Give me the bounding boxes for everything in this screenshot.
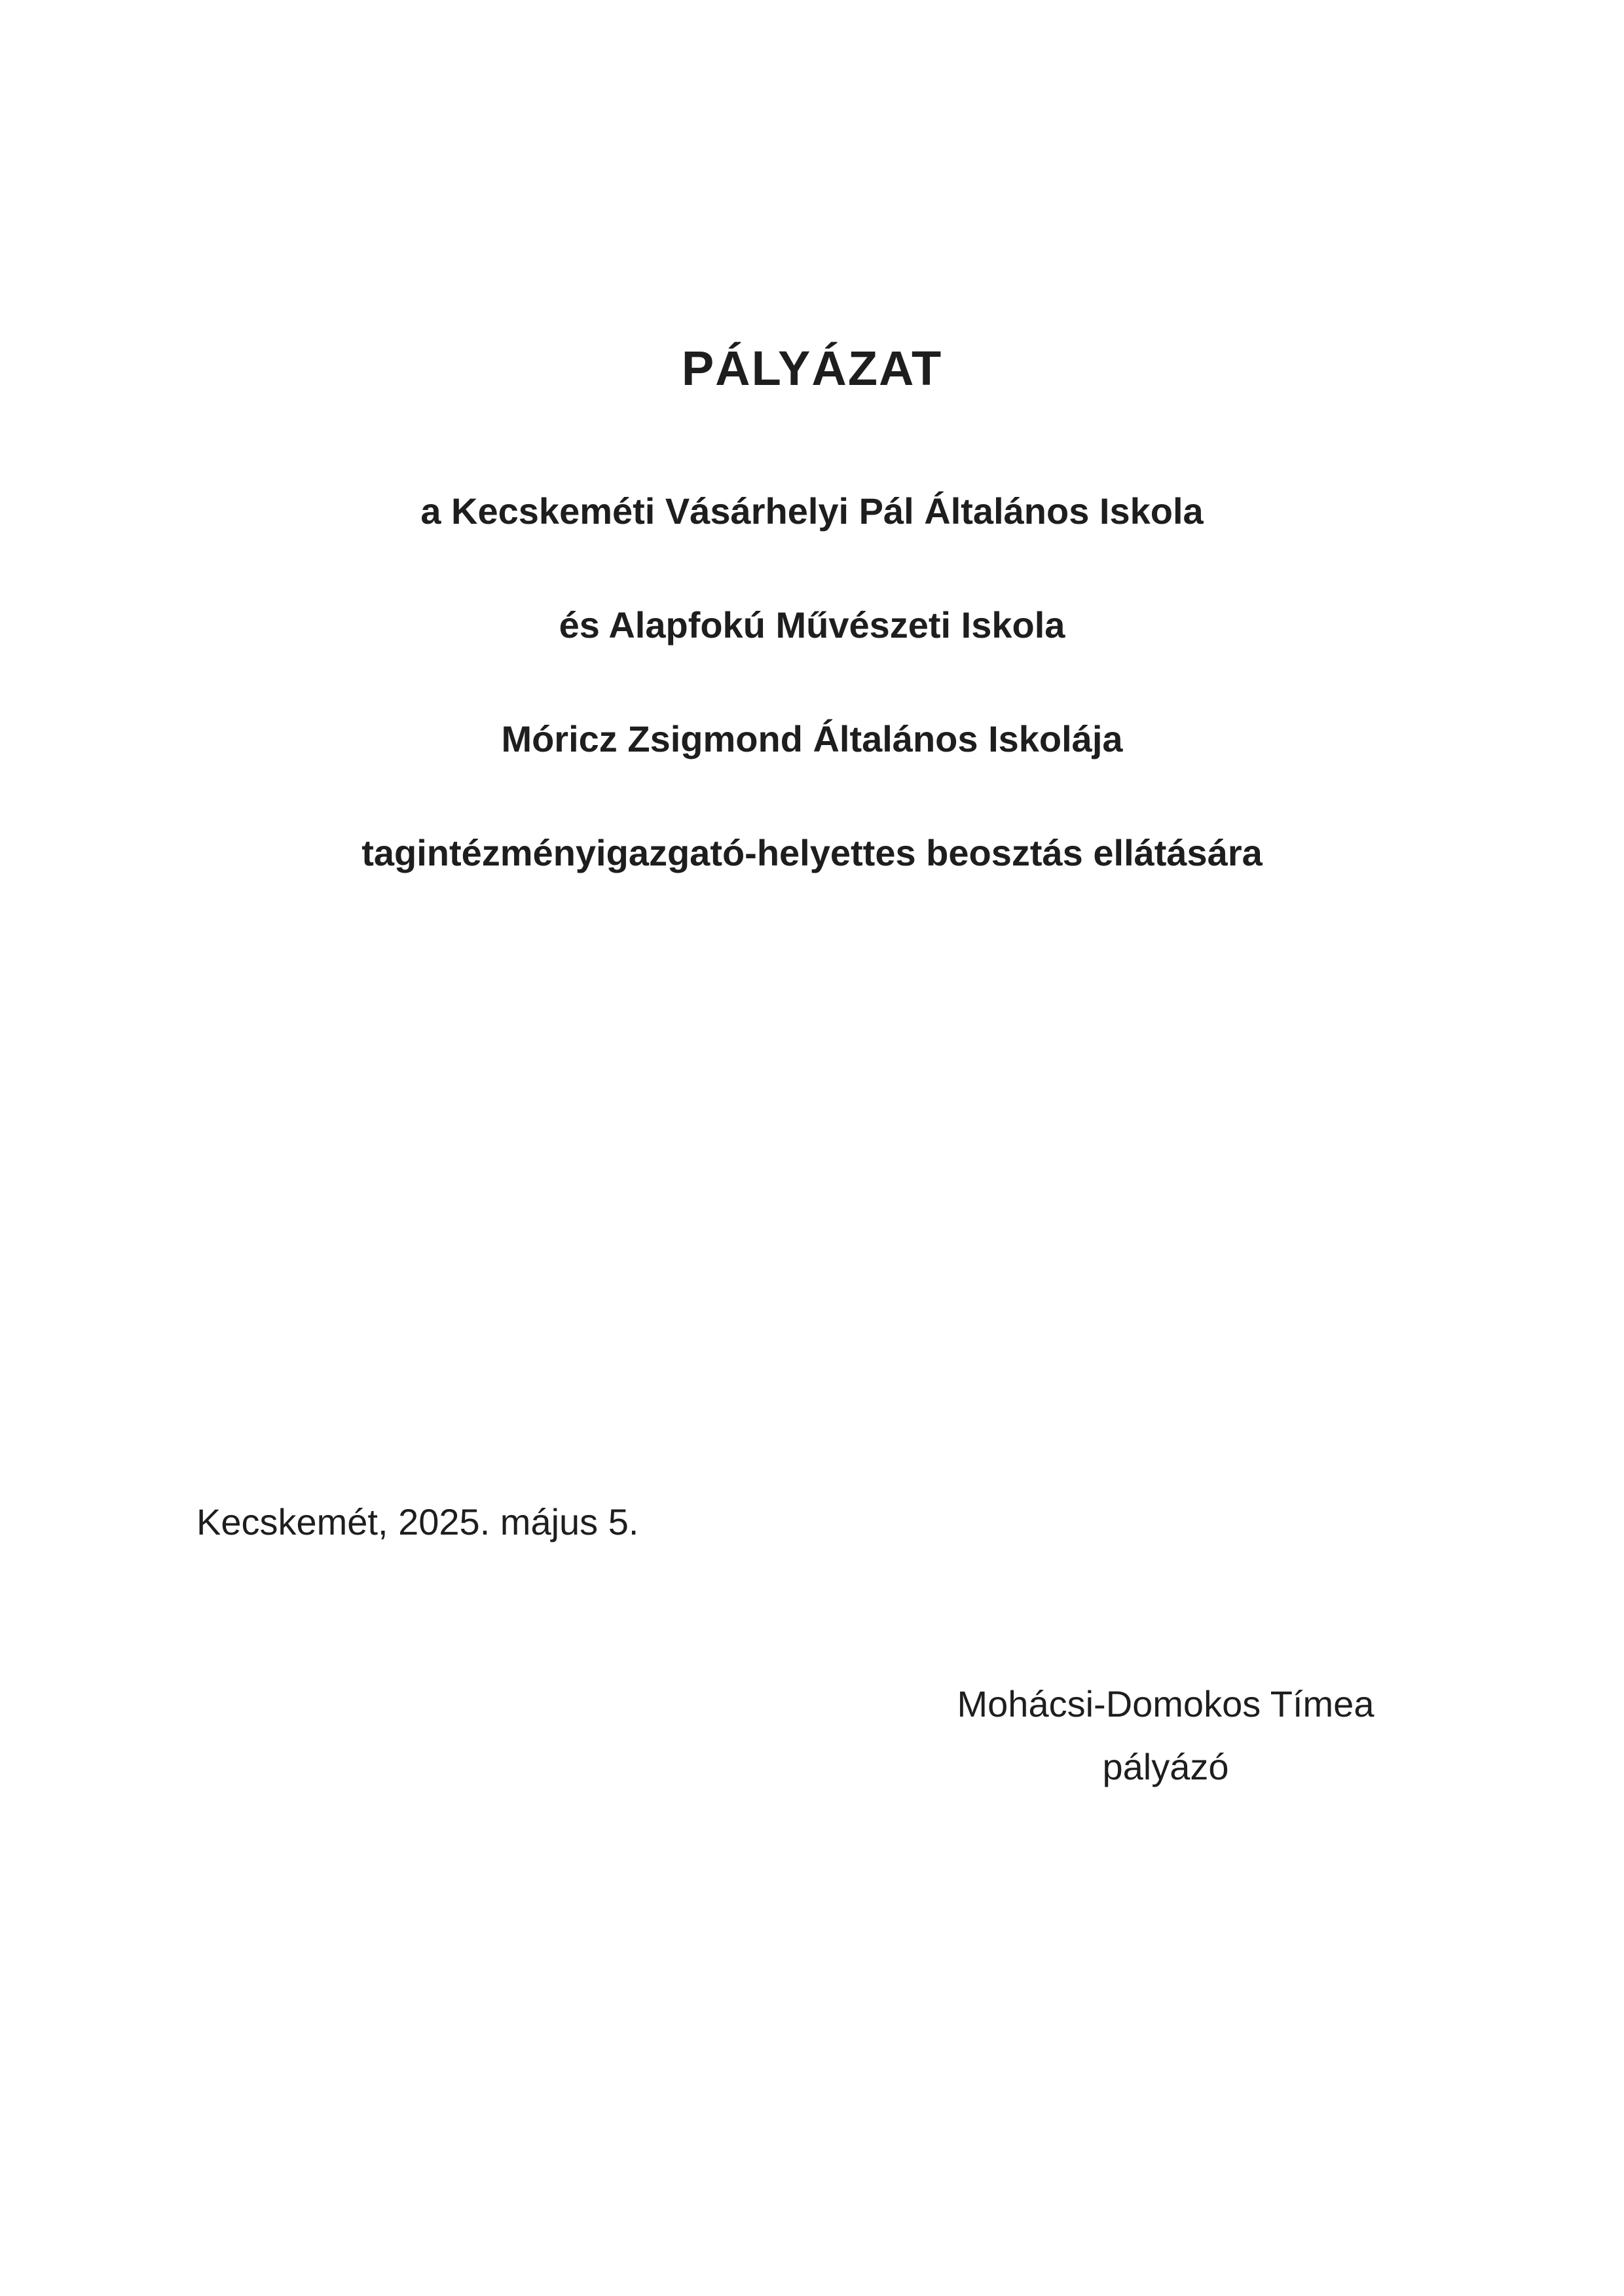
applicant-name: Mohácsi-Domokos Tímea — [957, 1683, 1375, 1724]
document-title: PÁLYÁZAT — [681, 341, 943, 395]
applicant-role: pályázó — [1102, 1746, 1229, 1787]
subtitle-line-school: a Kecskeméti Vásárhelyi Pál Általános Iskola — [420, 490, 1204, 532]
subtitle-line-member-school: Móricz Zsigmond Általános Iskolája — [501, 718, 1123, 759]
subtitle-line-position: tagintézményigazgató-helyettes beosztás ellátására — [361, 832, 1263, 873]
subtitle-line-art-school: és Alapfokú Művészeti Iskola — [559, 604, 1065, 646]
place-and-date: Kecskemét, 2025. május 5. — [196, 1501, 639, 1542]
